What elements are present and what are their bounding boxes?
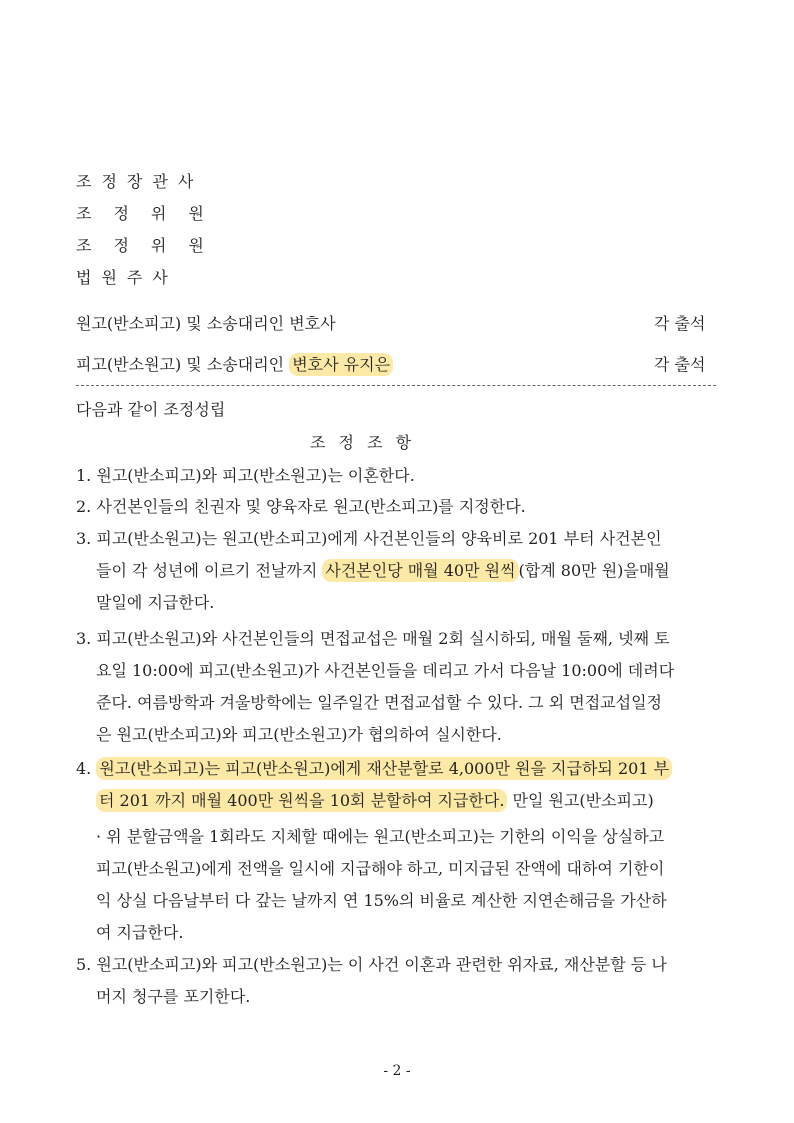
clause-text: 원고(반소피고)와 피고(반소원고)는 이혼한다. (96, 466, 415, 485)
clause-number: 5. (76, 955, 92, 974)
attendee-role: 조정장관사 (76, 172, 204, 191)
clause-line: 익 상실 다음날부터 다 갚는 날까지 연 15%의 비율로 계산한 지연손해금을 가산하 (96, 891, 667, 910)
clause-3-child-support (76, 528, 662, 550)
clause-line (96, 790, 654, 812)
clause-number: 4. (76, 759, 92, 778)
result-text: 다음과 같이 조정성립 (76, 400, 226, 419)
clause-text: (합계 80만 원)을매월 (518, 561, 670, 580)
clause-line: 은 원고(반소피고)와 피고(반소원고)가 협의하여 실시한다. (96, 725, 502, 744)
section-title: 조 정 조 항 (310, 433, 416, 452)
party-name: 원고(반소피고) 및 소송대리인 변호사 (76, 314, 336, 333)
clause-line: 준다. 여름방학과 겨울방학에는 일주일간 면접교섭할 수 있다. 그 외 면접교섭일정 (96, 693, 662, 712)
highlighted-clause-text: 원고(반소피고)는 피고(반소원고)에게 재산분할로 4,000만 원을 지급하되 201 부 (96, 757, 672, 780)
clause-text: 들이 각 성년에 이르기 전날까지 (96, 561, 323, 580)
party-status: 각 출석 (654, 355, 706, 374)
clause-text: 피고(반소원고)는 원고(반소피고)에게 사건본인들의 양육비로 201 부터 사건본인 (96, 529, 662, 548)
clause-text: 원고(반소피고)와 피고(반소원고)는 이 사건 이혼과 관련한 위자료, 재산분할 등 나 (96, 955, 667, 974)
clause-3-visitation (76, 628, 670, 650)
clause-line: 요일 10:00에 피고(반소원고)가 사건본인들을 데리고 가서 다음날 10:00에 데려다 (96, 661, 675, 680)
party-status: 각 출석 (654, 314, 706, 333)
party-defendant (76, 354, 393, 376)
party-name: 피고(반소원고) 및 소송대리인 (76, 355, 290, 374)
clause-line: 머지 청구를 포기한다. (96, 987, 251, 1006)
clause-number: 2. (76, 497, 92, 516)
clause-5-waiver (76, 954, 667, 976)
clause-4-property-division (76, 758, 672, 780)
clause-line: · 위 분할금액을 1회라도 지체할 때에는 원고(반소피고)는 기한의 이익을 상실하고 (96, 827, 665, 846)
highlighted-amount: 사건본인당 매월 40만 원씩 (322, 559, 518, 582)
clause-text: 피고(반소원고)와 사건본인들의 면접교섭은 매월 2회 실시하되, 매월 둘째, 넷째 토 (96, 629, 670, 648)
clause-text: 사건본인들의 친권자 및 양육자로 원고(반소피고)를 지정한다. (96, 497, 526, 516)
clause-2 (76, 496, 526, 518)
attendee-role: 조정위원 (76, 236, 226, 255)
attendee-role: 조정위원 (76, 204, 226, 223)
clause-1 (76, 465, 415, 487)
clause-text: 만일 원고(반소피고) (507, 791, 654, 810)
party-plaintiff (76, 313, 336, 335)
page-number: - 2 - (383, 1063, 411, 1079)
clause-line: 여 지급한다. (96, 923, 184, 942)
clause-number: 3. (76, 529, 92, 548)
clause-line: 말일에 지급한다. (96, 593, 215, 612)
dashed-divider (76, 385, 716, 386)
clause-number: 1. (76, 466, 92, 485)
attendee-role: 법원주사 (76, 268, 178, 287)
clause-number: 3. (76, 629, 92, 648)
highlighted-clause-text: 터 201 까지 매월 400만 원씩을 10회 분할하여 지급한다. (96, 789, 507, 812)
highlighted-lawyer: 변호사 유지은 (289, 353, 393, 376)
clause-line: 피고(반소원고)에게 전액을 일시에 지급해야 하고, 미지급된 잔액에 대하여 기한이 (96, 859, 665, 878)
clause-line (96, 560, 670, 582)
